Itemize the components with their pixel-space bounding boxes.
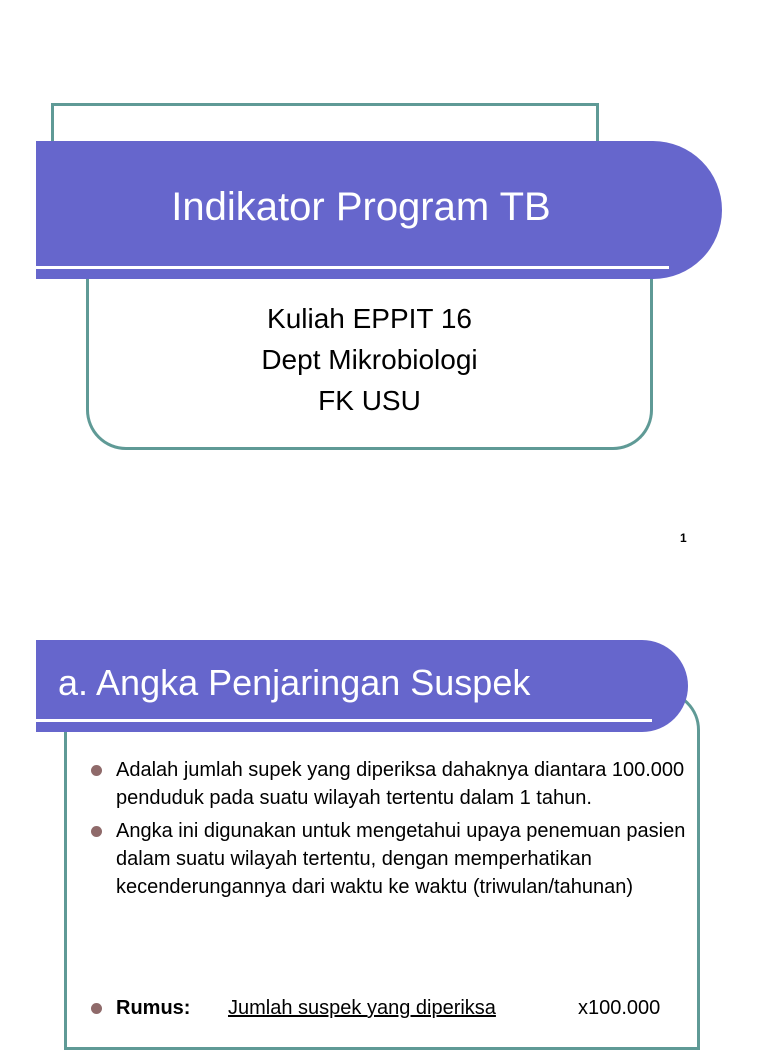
subtitle-line: FK USU: [318, 385, 421, 416]
bullet-dot-icon: [91, 765, 102, 776]
bullet-text: Adalah jumlah supek yang diperiksa dahaknya diantara 100.000 penduduk pada suatu wilayah tertentu dalam 1 tahun.: [116, 759, 685, 809]
content-slide-heading: a. Angka Penjaringan Suspek: [58, 662, 531, 703]
content-slide-divider: [36, 719, 652, 722]
bullet-text: Angka ini digunakan untuk mengetahui upaya penemuan pasien dalam suatu wilayah tertentu, dengan memperhatikan kecenderungannya dari waktu ke waktu (triwulan/tahunan): [116, 820, 686, 898]
page-number: 1: [680, 531, 687, 545]
list-item: [91, 817, 691, 901]
subtitle-line: Dept Mikrobiologi: [261, 344, 478, 375]
formula-numerator: Jumlah suspek yang diperiksa: [228, 997, 496, 1019]
formula-row: [91, 994, 691, 1022]
bullet-dot-icon: [91, 826, 102, 837]
bullet-list: [91, 756, 691, 906]
title-slide-divider: [36, 266, 669, 269]
formula-multiplier: x100.000: [578, 997, 661, 1019]
list-item: [91, 756, 691, 812]
bullet-dot-icon: [91, 1003, 102, 1014]
title-slide-subtitle: [86, 298, 653, 421]
formula-label: Rumus:: [116, 997, 191, 1019]
title-slide-heading: Indikator Program TB: [171, 185, 551, 229]
subtitle-line: Kuliah EPPIT 16: [267, 303, 472, 334]
